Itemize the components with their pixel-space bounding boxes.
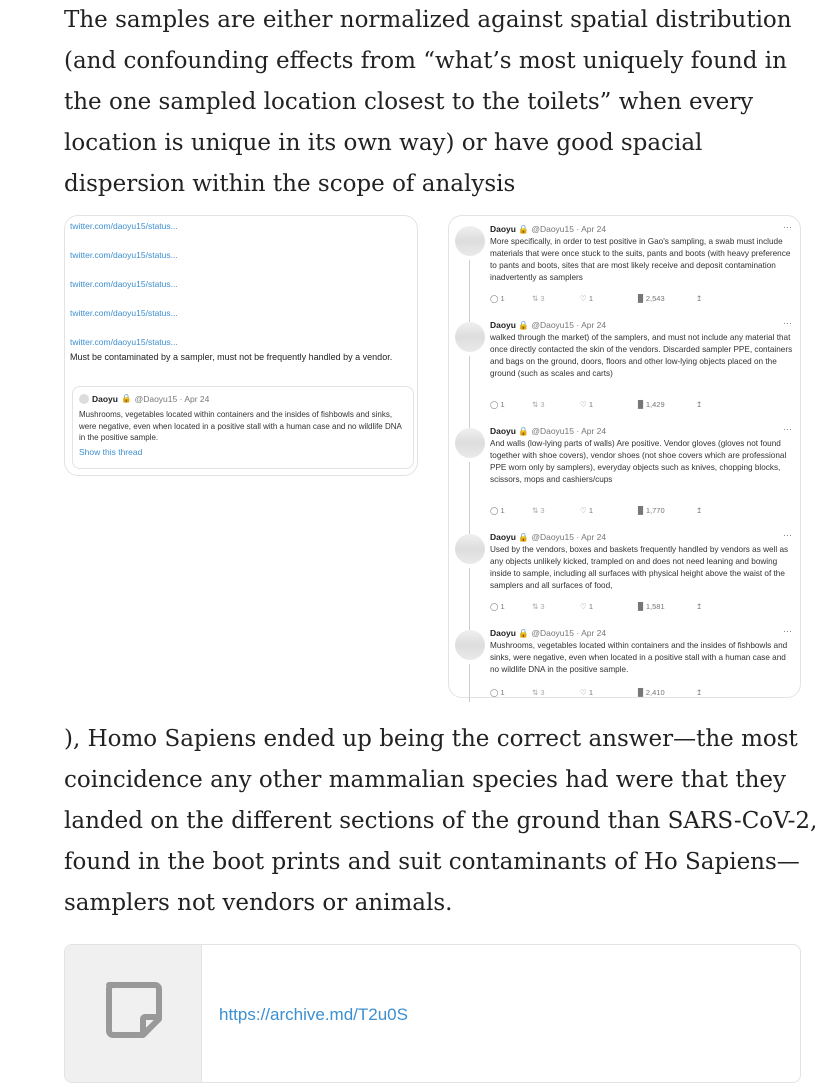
retweet-count: 3 — [540, 602, 545, 611]
tweet-text: Used by the vendors, boxes and baskets frequently handled by vendors as well as any objects unlikely kicked, trampled on and does not need leaning and bowing inside to sample, including all surfaces with physical height above the waist of the samplers and all surfaces of food, — [490, 545, 789, 590]
chart-icon: ▉ — [638, 506, 644, 515]
lock-icon: 🔒 — [518, 532, 529, 542]
thread-line — [469, 462, 470, 534]
share-icon[interactable]: ↥ — [696, 294, 703, 303]
retweet-icon: ⇅ — [532, 688, 539, 697]
reply-icon: ◯ — [490, 602, 499, 611]
status-link[interactable]: twitter.com/daoyu15/status... — [70, 308, 178, 318]
reply-count: 1 — [500, 294, 505, 303]
text-line: dispersion within the scope of analysis — [64, 171, 516, 197]
more-options-icon[interactable]: ··· — [783, 424, 792, 434]
quoted-tweet[interactable] — [72, 386, 414, 469]
more-options-icon[interactable]: ··· — [783, 530, 792, 540]
heart-icon: ♡ — [580, 602, 587, 611]
author-name: Daoyu — [490, 426, 516, 436]
retweet-button[interactable] — [532, 602, 545, 611]
tweet-header — [490, 224, 606, 235]
chart-icon: ▉ — [638, 688, 644, 697]
thread-line — [469, 664, 470, 702]
thread-tweet[interactable] — [449, 424, 800, 530]
reply-icon: ◯ — [490, 400, 499, 409]
heart-icon: ♡ — [580, 506, 587, 515]
like-count: 1 — [588, 688, 593, 697]
retweet-icon: ⇅ — [532, 602, 539, 611]
thread-tweet[interactable] — [449, 318, 800, 424]
tweet-header — [490, 320, 606, 331]
like-button[interactable] — [580, 602, 593, 611]
views-button[interactable] — [638, 688, 665, 697]
text-line: the one sampled location closest to the toilets” when every — [64, 89, 754, 115]
thread-line — [469, 260, 470, 322]
thread-line — [469, 568, 470, 630]
view-count: 1,770 — [645, 506, 665, 515]
heart-icon: ♡ — [580, 294, 587, 303]
text-line: landed on the different sections of the ground than SARS-CoV-2, — [64, 808, 818, 834]
like-count: 1 — [588, 400, 593, 409]
views-button[interactable] — [638, 602, 665, 611]
tweet-thread-screenshot — [448, 215, 801, 698]
note-icon — [65, 945, 202, 1082]
views-button[interactable] — [638, 400, 665, 409]
lock-icon: 🔒 — [518, 320, 529, 330]
views-button[interactable] — [638, 294, 665, 303]
tweet-text: Must be contaminated by a sampler, must not be frequently handled by a vendor. — [70, 352, 393, 362]
author-name: Daoyu — [490, 628, 516, 638]
like-count: 1 — [588, 506, 593, 515]
author-handle: @Daoyu15 · Apr 24 — [531, 224, 607, 234]
more-options-icon[interactable]: ··· — [783, 222, 792, 232]
heart-icon: ♡ — [580, 400, 587, 409]
text-line: location is unique in its own way) or have good spacial — [64, 130, 703, 156]
text-line: (and confounding effects from “what’s most uniquely found in — [64, 48, 787, 74]
reply-icon: ◯ — [490, 294, 499, 303]
retweet-icon: ⇅ — [532, 506, 539, 515]
reply-button[interactable] — [490, 506, 505, 515]
outro-paragraph — [64, 719, 818, 924]
avatar[interactable] — [455, 428, 485, 458]
tweet-text: walked through the market) of the samplers, and must not include any material that once directly contacted the skin of the vendors. Discarded sampler PPE, containers and bags on the ground, doors, floors and other low-lying objects placed on the ground (such as scales and carts) — [490, 333, 793, 378]
share-icon[interactable]: ↥ — [696, 400, 703, 409]
reply-count: 1 — [500, 400, 505, 409]
reply-count: 1 — [500, 688, 505, 697]
tweet-text: Mushrooms, vegetables located within containers and the insides of fishbowls and sinks, were negative, even when located in a positive stall with a human case and no wildlife DNA in the positive sample. — [490, 641, 788, 674]
reply-count: 1 — [500, 506, 505, 515]
reply-count: 1 — [500, 602, 505, 611]
views-button[interactable] — [638, 506, 665, 515]
tweet-text: More specifically, in order to test positive in Gao's sampling, a swab must include materials that were once stuck to the suits, pants and boots (with heavy preference to pants and boots, sites that are most likely receive and deposit contamination inadvertently as samplers — [490, 237, 791, 282]
status-link[interactable]: twitter.com/daoyu15/status... — [70, 221, 178, 231]
tweet-header — [490, 532, 606, 543]
reply-icon: ◯ — [490, 688, 499, 697]
link-preview-card[interactable] — [64, 944, 801, 1083]
thread-tweet[interactable] — [449, 222, 800, 318]
reply-button[interactable] — [490, 294, 505, 303]
retweet-count: 3 — [540, 506, 545, 515]
text-line: The samples are either normalized against spatial distribution — [64, 7, 792, 33]
lock-icon: 🔒 — [518, 224, 529, 234]
retweet-button[interactable] — [532, 400, 545, 409]
intro-paragraph — [64, 0, 804, 205]
quote-text: Mushrooms, vegetables located within containers and the insides of fishbowls and sinks, were negative, even when located in a positive stall with a human case and no wildlife DNA in the positive sample. — [79, 410, 402, 442]
tweet-header — [490, 628, 606, 639]
tweet-text: And walls (low-lying parts of walls) Are positive. Vendor gloves (gloves not found together with shoe covers), vendor shoes (not shoe covers which are professional PPE worn only by samplers), everyday objects such as knives, chopping blocks, scissors, mops and cashiers/cups — [490, 439, 787, 484]
lock-icon: 🔒 — [518, 628, 529, 638]
avatar[interactable] — [455, 322, 485, 352]
like-button[interactable] — [580, 506, 593, 515]
thread-tweet[interactable] — [449, 626, 800, 698]
tweet-header — [490, 426, 606, 437]
author-name: Daoyu — [490, 320, 516, 330]
view-count: 1,581 — [645, 602, 665, 611]
view-count: 1,429 — [645, 400, 665, 409]
author-handle: @Daoyu15 · Apr 24 — [531, 426, 607, 436]
archive-link[interactable]: https://archive.md/T2u0S — [219, 1005, 408, 1024]
avatar[interactable] — [455, 630, 485, 660]
like-count: 1 — [588, 294, 593, 303]
text-line: ), Homo Sapiens ended up being the correct answer—the most — [64, 726, 798, 752]
lock-icon: 🔒 — [120, 393, 132, 403]
author-handle: @Daoyu15 · Apr 24 — [531, 320, 607, 330]
reply-icon: ◯ — [490, 506, 499, 515]
chart-icon: ▉ — [638, 294, 644, 303]
text-line: found in the boot prints and suit contaminants of Ho Sapiens— — [64, 849, 800, 875]
share-icon[interactable]: ↥ — [696, 506, 703, 515]
author-handle: @Daoyu15 · Apr 24 — [531, 628, 607, 638]
retweet-icon: ⇅ — [532, 294, 539, 303]
retweet-count: 3 — [540, 688, 545, 697]
chart-icon: ▉ — [638, 400, 644, 409]
avatar[interactable] — [455, 226, 485, 256]
status-link[interactable]: twitter.com/daoyu15/status... — [70, 250, 178, 260]
text-line: samplers not vendors or animals. — [64, 890, 453, 916]
avatar[interactable] — [455, 534, 485, 564]
author-name: Daoyu — [92, 393, 118, 404]
more-options-icon[interactable]: ··· — [783, 626, 792, 636]
chart-icon: ▉ — [638, 602, 644, 611]
text-line: coincidence any other mammalian species had were that they — [64, 767, 786, 793]
view-count: 2,543 — [645, 294, 665, 303]
retweet-button[interactable] — [532, 688, 545, 697]
thread-tweet[interactable] — [449, 530, 800, 626]
like-count: 1 — [588, 602, 593, 611]
author-handle: @Daoyu15 · Apr 24 — [531, 532, 607, 542]
quote-header — [79, 393, 209, 404]
heart-icon: ♡ — [580, 688, 587, 697]
author-name: Daoyu — [490, 532, 516, 542]
reply-button[interactable] — [490, 400, 505, 409]
status-link[interactable]: twitter.com/daoyu15/status... — [70, 337, 178, 347]
share-icon[interactable]: ↥ — [696, 688, 703, 697]
more-options-icon[interactable]: ··· — [783, 318, 792, 328]
retweet-button[interactable] — [532, 294, 545, 303]
view-count: 2,410 — [645, 688, 665, 697]
show-thread-link[interactable]: Show this thread — [79, 447, 143, 457]
retweet-button[interactable] — [532, 506, 545, 515]
like-button[interactable] — [580, 294, 593, 303]
reply-button[interactable] — [490, 602, 505, 611]
thread-line — [469, 356, 470, 428]
retweet-icon: ⇅ — [532, 400, 539, 409]
retweet-count: 3 — [540, 400, 545, 409]
reply-button[interactable] — [490, 688, 505, 697]
avatar — [79, 394, 89, 404]
lock-icon: 🔒 — [518, 426, 529, 436]
author-handle: @Daoyu15 · Apr 24 — [134, 393, 210, 404]
like-button[interactable] — [580, 688, 593, 697]
retweet-count: 3 — [540, 294, 545, 303]
tweet-screenshot-left — [64, 215, 418, 476]
like-button[interactable] — [580, 400, 593, 409]
author-name: Daoyu — [490, 224, 516, 234]
share-icon[interactable]: ↥ — [696, 602, 703, 611]
status-link[interactable]: twitter.com/daoyu15/status... — [70, 279, 178, 289]
